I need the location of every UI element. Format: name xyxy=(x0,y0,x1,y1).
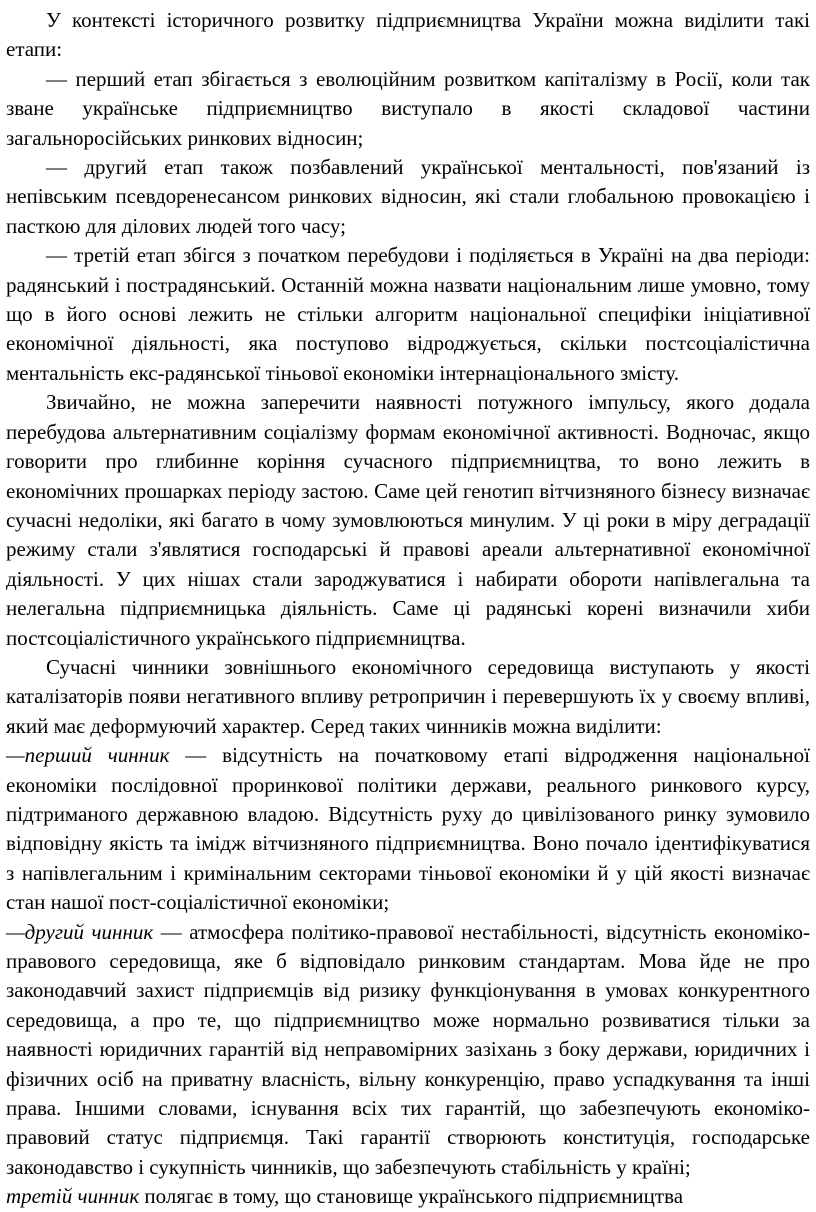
factor-one-text: — відсутність на початковому етапі відродження національної економіки послідовної проринкової політики держави, реального ринкового курсу, підтриманого державною владою. Відсутність руху до цивілізованого ринку зумовило відповідну якість та імідж вітчизняного підприємництва. Воно почало ідентифікуватися з напівлегальним і кримінальним секторами тіньової економіки й у цій якості визначає стан нашої пост-соціалістичної економіки; xyxy=(6,743,810,915)
intro-paragraph: У контексті історичного розвитку підприємництва України можна виділити такі етапи: xyxy=(6,8,810,62)
stage-three-paragraph: — третій етап збігся з початком перебудови і поділяється в Україні на два періоди: радянський і пострадянський. Останній можна назвати національним лише умовно, тому що в його основі лежить не стільки алгоритм національної специфіки ініціативної економічної діяльності, яка поступово відроджується, скільки постсоціалістична ментальність екс-радянської тіньової економіки інтернаціонального змісту. xyxy=(6,243,810,385)
perestroika-paragraph: Звичайно, не можна заперечити наявності потужного імпульсу, якого додала перебудова альтернативним соціалізму формам економічної активності. Водночас, якщо говорити про глибинне коріння сучасного підприємництва, то воно лежить в економічних прошарках періоду застою. Саме цей генотип вітчизняного бізнесу визначає сучасні недоліки, які багато в чому зумовлюються минулим. У ці роки в міру деградації режиму стали з'являтися господарські й правові ареали альтернативної економічної діяльності. У цих нішах стали зароджуватися і набирати обороти напівлегальна та нелегальна підприємницька діяльність. Саме ці радянські корені визначили хиби постсоціалістичного українського підприємництва. xyxy=(6,390,810,650)
factor-three-paragraph xyxy=(6,1182,810,1211)
factor-two-text: — атмосфера політико-правової нестабільності, відсутність економіко-правового середовища, яке б відповідало ринковим стандартам. Мова йде не про законодавчий захист підприємців від ризику функціонування в умовах конкурентного середовища, а про те, що підприємництво може нормально розвиватися тільки за наявності юридичних гарантій від неправомірних зазіхань з боку держави, юридичних і фізичних осіб на приватну власність, вільну конкуренцію, право успадкування та інші права. Іншими словами, існування всіх тих гарантій, що забезпечують економіко-правовий статус підприємця. Такі гарантії створюють конституція, господарське законодавство і сукупність чинників, що забезпечують стабільність у країні; xyxy=(6,919,810,1179)
factor-three-text: полягає в тому, що становище українського підприємництва xyxy=(139,1184,684,1209)
factor-one-lead: —перший чинник xyxy=(6,743,170,768)
modern-factors-paragraph: Сучасні чинники зовнішнього економічного середовища виступають у якості каталізаторів появи негативного впливу ретропричин і перевершують їх у своєму впливі, який має деформуючий характер. Серед таких чинників можна виділити: xyxy=(6,654,810,738)
stage-two-paragraph: — другий етап також позбавлений української ментальності, пов'язаний із непівським псевдоренесансом ринкових відносин, які стали глобальною провокацією і пасткою для ділових людей того часу; xyxy=(6,155,810,238)
stage-one-paragraph: — перший етап збігається з еволюційним розвитком капіталізму в Росії, коли так зване українське підприємництво виступало в якості складової частини загальноросійських ринкових відносин; xyxy=(6,66,810,150)
factor-two-lead: —другий чинник xyxy=(6,919,154,944)
factor-two-paragraph xyxy=(6,918,810,1183)
factor-one-paragraph xyxy=(6,741,810,917)
factor-three-lead: третій чинник xyxy=(6,1184,140,1209)
